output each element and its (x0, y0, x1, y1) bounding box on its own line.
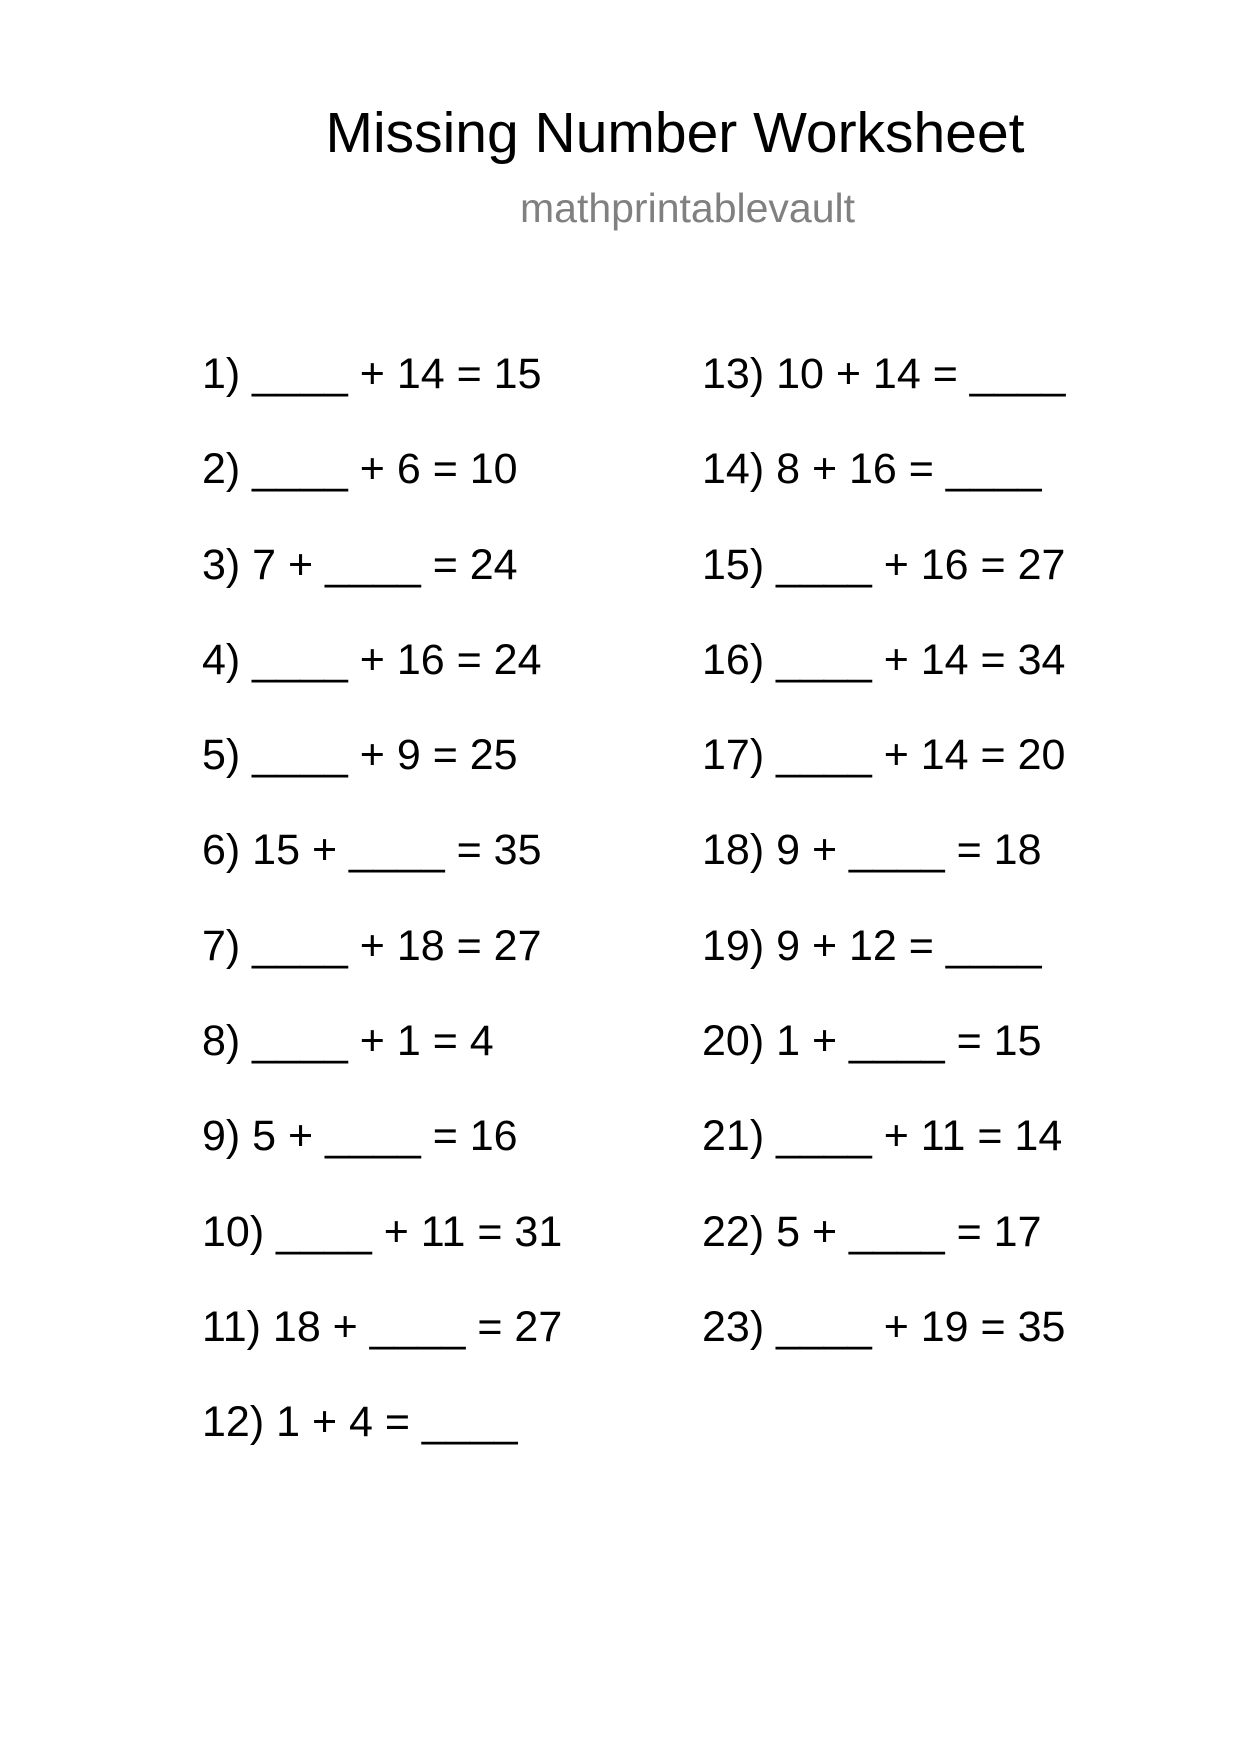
problem-20: 20) 1 + ____ = 15 (702, 1017, 1042, 1066)
problem-9: 9) 5 + ____ = 16 (202, 1112, 518, 1161)
problem-7: 7) ____ + 18 = 27 (202, 921, 542, 970)
problem-2: 2) ____ + 6 = 10 (202, 445, 518, 494)
problem-5: 5) ____ + 9 = 25 (202, 731, 518, 780)
problem-22: 22) 5 + ____ = 17 (702, 1207, 1042, 1256)
page-subtitle: mathprintablevault (519, 185, 856, 231)
problem-13: 13) 10 + 14 = ____ (702, 350, 1066, 398)
problem-11: 11) 18 + ____ = 27 (202, 1302, 563, 1351)
problem-4: 4) ____ + 16 = 24 (202, 635, 542, 684)
problem-21: 21) ____ + 11 = 14 (702, 1112, 1063, 1161)
problem-19: 19) 9 + 12 = ____ (702, 921, 1042, 970)
problem-10: 10) ____ + 11 = 31 (202, 1207, 563, 1256)
problem-column-right (702, 348, 1065, 1396)
problem-17: 17) ____ + 14 = 20 (702, 731, 1066, 780)
problem-column-left (202, 348, 562, 1492)
problem-15: 15) ____ + 16 = 27 (702, 540, 1066, 589)
page-title: Missing Number Worksheet (325, 101, 1025, 165)
problem-18: 18) 9 + ____ = 18 (702, 826, 1042, 875)
problem-16: 16) ____ + 14 = 34 (702, 635, 1066, 684)
problem-3: 3) 7 + ____ = 24 (202, 540, 518, 589)
problem-14: 14) 8 + 16 = ____ (702, 445, 1042, 494)
problem-23: 23) ____ + 19 = 35 (702, 1302, 1066, 1351)
problem-1: 1) ____ + 14 = 15 (202, 350, 542, 398)
problem-8: 8) ____ + 1 = 4 (202, 1017, 494, 1066)
problem-12: 12) 1 + 4 = ____ (202, 1398, 518, 1447)
problem-6: 6) 15 + ____ = 35 (202, 826, 542, 875)
